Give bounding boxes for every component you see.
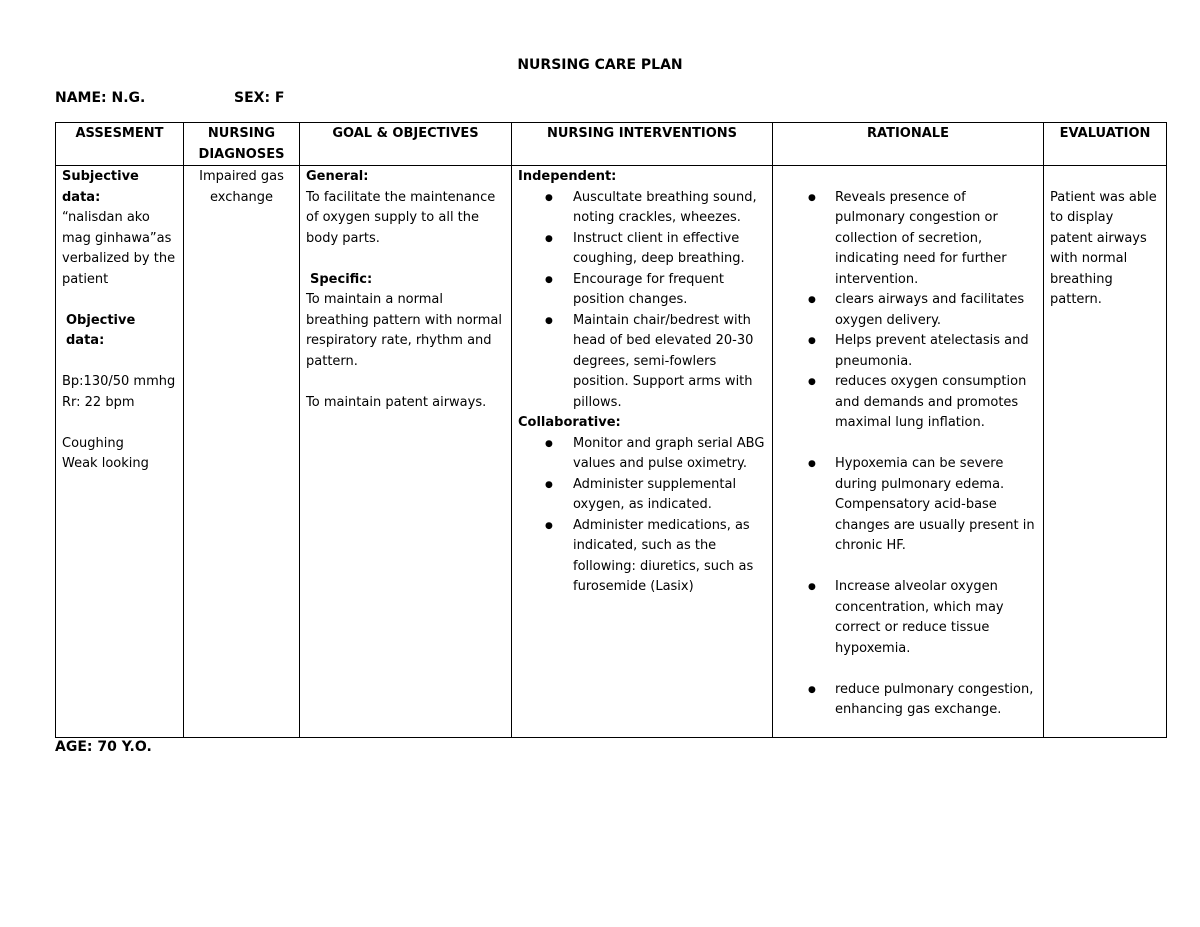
list-item: ● Administer medications, as indicated, such as the following: diuretics, such as furosemide (Lasix) xyxy=(518,516,766,598)
collaborative-list xyxy=(518,434,766,598)
rr-value: Rr: 22 bpm xyxy=(62,394,135,410)
list-item: ● Instruct client in effective coughing, deep breathing. xyxy=(518,229,766,270)
header-goals: GOAL & OBJECTIVES xyxy=(300,123,512,166)
header-assessment: ASSESMENT xyxy=(56,123,184,166)
list-item: ● Hypoxemia can be severe during pulmonary edema. Compensatory acid-base changes are usually present in chronic HF. xyxy=(779,454,1037,557)
header-rationale: RATIONALE xyxy=(773,123,1044,166)
bp-value: Bp:130/50 mmhg xyxy=(62,374,176,389)
list-item: ● clears airways and facilitates oxygen delivery. xyxy=(779,290,1037,331)
subjective-text: “nalisdan ako mag ginhawa”as verbalized by the patient xyxy=(62,210,176,287)
list-item: ● Helps prevent atelectasis and pneumonia. xyxy=(779,331,1037,372)
subjective-label: Subjective data: xyxy=(62,169,139,205)
specific-label: Specific: xyxy=(310,271,373,287)
list-item: ● Maintain chair/bedrest with head of bed elevated 20-30 degrees, semi-fowlers position. Support arms with pillows. xyxy=(518,311,766,414)
specific-goal-2: To maintain patent airways. xyxy=(306,394,487,410)
assessment-cell xyxy=(56,166,184,738)
specific-goal-1: To maintain a normal breathing pattern with normal respiratory rate, rhythm and pattern. xyxy=(306,292,503,369)
patient-sex: SEX: F xyxy=(234,90,285,106)
list-item: ● Reveals presence of pulmonary congestion or collection of secretion, indicating need for further intervention. xyxy=(779,188,1037,291)
interventions-cell xyxy=(512,166,773,738)
list-item: ● Monitor and graph serial ABG values and pulse oximetry. xyxy=(518,434,766,475)
objective-label: Objective data: xyxy=(66,312,136,348)
independent-list xyxy=(518,188,766,414)
header-evaluation: EVALUATION xyxy=(1044,123,1167,166)
independent-label: Independent: xyxy=(518,169,617,184)
table-header-row xyxy=(56,123,1167,166)
list-item: ● Increase alveolar oxygen concentration, which may correct or reduce tissue hypoxemia. xyxy=(779,577,1037,659)
coughing-finding: Coughing xyxy=(62,435,124,451)
general-goal: To facilitate the maintenance of oxygen supply to all the body parts. xyxy=(306,189,496,246)
general-label: General: xyxy=(306,169,369,184)
weak-finding: Weak looking xyxy=(62,456,149,471)
patient-name: NAME: N.G. xyxy=(55,90,146,106)
rationale-list xyxy=(779,188,1037,721)
patient-age: AGE: 70 Y.O. xyxy=(55,739,152,755)
diagnosis-text: Impaired gas exchange xyxy=(199,169,284,205)
list-item: ● reduce pulmonary congestion, enhancing gas exchange. xyxy=(779,680,1037,721)
rationale-cell xyxy=(773,166,1044,738)
evaluation-text: Patient was able to display patent airways with normal breathing pattern. xyxy=(1050,189,1157,307)
list-item: ● Administer supplemental oxygen, as indicated. xyxy=(518,475,766,516)
goals-cell xyxy=(300,166,512,738)
list-item: ● reduces oxygen consumption and demands and promotes maximal lung inflation. xyxy=(779,372,1037,434)
header-diagnoses: NURSING DIAGNOSES xyxy=(184,123,300,166)
evaluation-cell xyxy=(1044,166,1167,738)
header-interventions: NURSING INTERVENTIONS xyxy=(512,123,773,166)
list-item: ● Encourage for frequent position changes. xyxy=(518,270,766,311)
document-title: NURSING CARE PLAN xyxy=(517,57,683,73)
list-item: ● Auscultate breathing sound, noting crackles, wheezes. xyxy=(518,188,766,229)
diagnosis-cell xyxy=(184,166,300,738)
care-plan-table xyxy=(55,122,1167,738)
collaborative-label: Collaborative: xyxy=(518,415,621,430)
table-row xyxy=(56,166,1167,738)
